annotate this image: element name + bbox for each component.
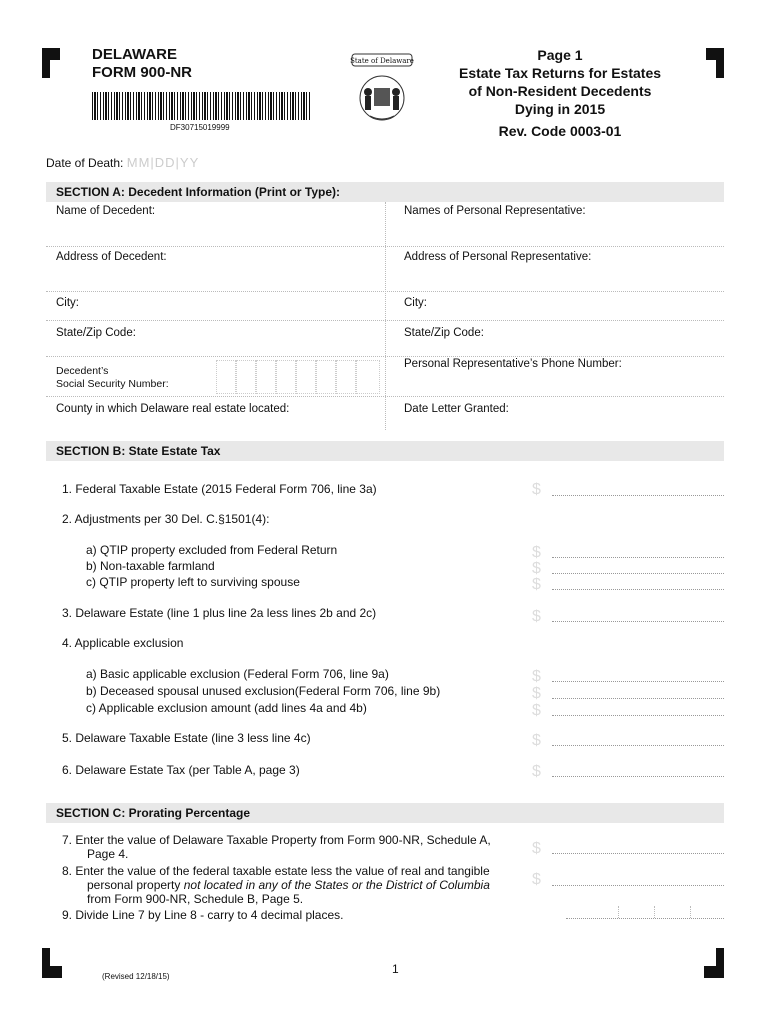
dollar-sign: $	[532, 560, 541, 577]
ssn-digit-box[interactable]	[236, 360, 256, 394]
line-5-amount[interactable]	[552, 745, 724, 746]
ssn-digit-box[interactable]	[316, 360, 336, 394]
line-8-text: 8. Enter the value of the federal taxable estate less the value of real and tangible	[62, 864, 490, 878]
digit-divider	[618, 906, 619, 918]
line-5: 5. Delaware Taxable Estate (line 3 less line 4c)	[62, 731, 311, 745]
ssn-digit-box[interactable]	[276, 360, 296, 394]
digit-divider	[654, 906, 655, 918]
dollar-sign: $	[532, 481, 541, 498]
ssn-label-line2: Social Security Number:	[56, 378, 169, 390]
title-line-2: of Non-Resident Decedents	[468, 83, 652, 99]
line-8-text-italic: not located in any of the States or the District of Columbia	[183, 878, 490, 892]
line-6: 6. Delaware Estate Tax (per Table A, page 3)	[62, 763, 300, 777]
dollar-sign: $	[532, 576, 541, 593]
address-of-decedent-label: Address of Decedent:	[56, 251, 167, 263]
row-divider	[46, 246, 724, 247]
line-2c: c) QTIP property left to surviving spouse	[86, 575, 300, 589]
form-title-block	[440, 46, 680, 140]
line-8-text-cont	[62, 878, 490, 892]
ssn-digit-box[interactable]	[296, 360, 316, 394]
line-6-amount[interactable]	[552, 776, 724, 777]
date-of-death-input[interactable]: MM|DD|YY	[126, 155, 200, 170]
title-line-3: Dying in 2015	[514, 101, 606, 117]
dollar-sign: $	[532, 763, 541, 780]
dollar-sign: $	[532, 702, 541, 719]
dollar-sign: $	[532, 668, 541, 685]
dollar-sign: $	[532, 732, 541, 749]
ssn-digit-box[interactable]	[336, 360, 356, 394]
page-number: 1	[392, 962, 399, 976]
title-line-1: Estate Tax Returns for Estates	[458, 65, 662, 81]
row-divider	[46, 356, 724, 357]
corner-mark-top-right-stem	[716, 48, 724, 78]
digit-divider	[690, 906, 691, 918]
address-of-rep-label: Address of Personal Representative:	[404, 251, 592, 263]
barcode	[92, 92, 310, 120]
line-2b: b) Non-taxable farmland	[86, 559, 215, 573]
line-2c-amount[interactable]	[552, 589, 724, 590]
line-4a: a) Basic applicable exclusion (Federal Form 706, line 9a)	[86, 667, 389, 681]
dollar-sign: $	[532, 840, 541, 857]
form-number: FORM 900-NR	[92, 64, 193, 81]
county-label: County in which Delaware real estate located:	[56, 403, 290, 415]
line-7-text-cont: Page 4.	[87, 847, 129, 861]
section-b-header: SECTION B: State Estate Tax	[46, 441, 724, 461]
line-4: 4. Applicable exclusion	[62, 636, 184, 650]
section-a-header: SECTION A: Decedent Information (Print or Type):	[46, 182, 724, 202]
rev-code: Rev. Code 0003-01	[498, 123, 622, 139]
ssn-digit-box[interactable]	[356, 360, 380, 394]
corner-mark-bottom-right-foot	[704, 966, 724, 978]
line-8-text-source: from Form 900-NR, Schedule B, Page 5.	[87, 892, 304, 906]
line-8-amount[interactable]	[552, 885, 724, 886]
line-7	[62, 833, 491, 861]
city-rep-label: City:	[404, 297, 427, 309]
rep-phone-label: Personal Representative’s Phone Number:	[404, 358, 622, 370]
line-7-text: 7. Enter the value of Delaware Taxable Property from Form 900-NR, Schedule A,	[62, 833, 491, 847]
line-2a-amount[interactable]	[552, 557, 724, 558]
line-4b: b) Deceased spousal unused exclusion(Federal Form 706, line 9b)	[86, 684, 441, 698]
name-of-decedent-label: Name of Decedent:	[56, 205, 156, 217]
city-decedent-label: City:	[56, 297, 79, 309]
barcode-number: DF30715019999	[170, 123, 230, 132]
dollar-sign: $	[532, 685, 541, 702]
line-3: 3. Delaware Estate (line 1 plus line 2a less lines 2b and 2c)	[62, 606, 377, 620]
revised-date: (Revised 12/18/15)	[102, 972, 170, 981]
date-letter-granted-label: Date Letter Granted:	[404, 403, 509, 415]
delaware-seal-icon	[350, 48, 414, 124]
ssn-digit-box[interactable]	[256, 360, 276, 394]
line-2: 2. Adjustments per 30 Del. C.§1501(4):	[62, 512, 270, 526]
state-name: DELAWARE	[92, 46, 178, 63]
line-9-percentage[interactable]	[566, 904, 724, 919]
line-8-text-pre: personal property	[87, 878, 184, 892]
statezip-rep-label: State/Zip Code:	[404, 327, 484, 339]
dollar-sign: $	[532, 544, 541, 561]
form-state-title	[92, 46, 192, 82]
line-1: 1. Federal Taxable Estate (2015 Federal Form 706, line 3a)	[62, 482, 377, 496]
corner-mark-bottom-left-foot	[42, 966, 62, 978]
line-3-amount[interactable]	[552, 621, 724, 622]
ssn-label	[56, 365, 169, 391]
row-divider	[46, 320, 724, 321]
date-of-death-label: Date of Death:	[46, 156, 124, 170]
line-2b-amount[interactable]	[552, 573, 724, 574]
svg-text:State of Delaware: State of Delaware	[350, 57, 414, 65]
personal-rep-names-label: Names of Personal Representative:	[404, 205, 586, 217]
date-of-death-row	[46, 155, 199, 170]
ssn-digit-box[interactable]	[216, 360, 236, 394]
statezip-decedent-label: State/Zip Code:	[56, 327, 136, 339]
line-4c: c) Applicable exclusion amount (add lines 4a and 4b)	[86, 701, 367, 715]
line-4a-amount[interactable]	[552, 681, 724, 682]
line-1-amount[interactable]	[552, 495, 724, 496]
line-4b-amount[interactable]	[552, 698, 724, 699]
ssn-label-line1: Decedent’s	[56, 365, 109, 377]
line-2a: a) QTIP property excluded from Federal Return	[86, 543, 338, 557]
line-7-amount[interactable]	[552, 853, 724, 854]
dollar-sign: $	[532, 608, 541, 625]
line-8	[62, 864, 490, 906]
row-divider	[46, 396, 724, 397]
dollar-sign: $	[532, 871, 541, 888]
section-c-header: SECTION C: Prorating Percentage	[46, 803, 724, 823]
corner-mark-top-left-stem	[42, 48, 50, 78]
line-4c-amount[interactable]	[552, 715, 724, 716]
line-9: 9. Divide Line 7 by Line 8 - carry to 4 decimal places.	[62, 908, 344, 922]
page-label: Page 1	[537, 47, 583, 63]
row-divider	[46, 291, 724, 292]
